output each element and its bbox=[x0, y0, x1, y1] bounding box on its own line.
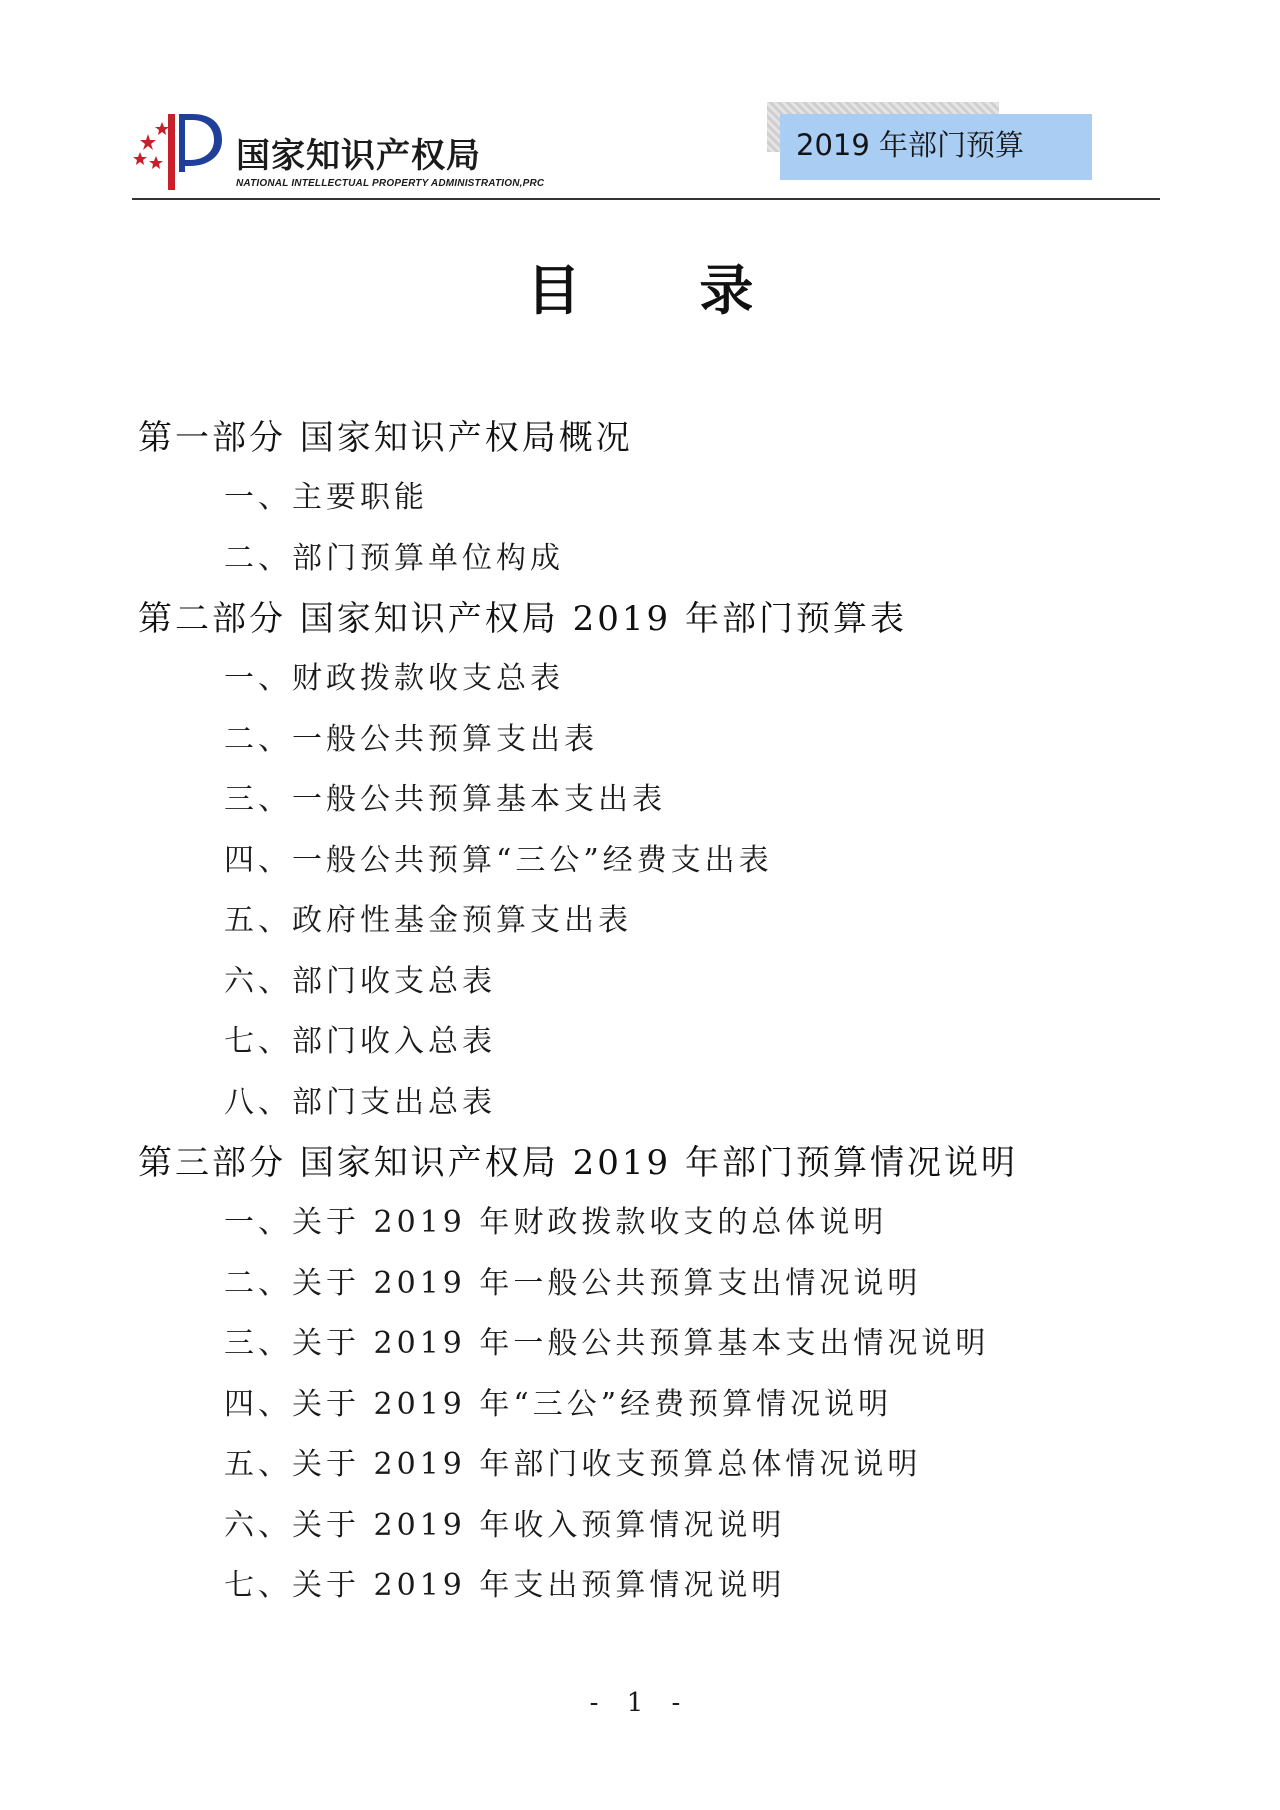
logo-star-2 bbox=[155, 122, 169, 135]
page-header bbox=[132, 96, 1160, 200]
table-of-contents bbox=[138, 408, 1158, 1617]
logo-star-4 bbox=[149, 156, 163, 169]
toc-item: 五、政府性基金预算支出表 bbox=[224, 903, 632, 938]
budget-year-badge: 2019 年部门预算 bbox=[780, 114, 1092, 180]
toc-item: 五、关于 2019 年部门收支预算总体情况说明 bbox=[224, 1447, 922, 1482]
logo-p-curve bbox=[179, 114, 222, 166]
logo-pillar bbox=[168, 114, 175, 190]
toc-item: 七、关于 2019 年支出预算情况说明 bbox=[224, 1568, 786, 1603]
cnipa-logo bbox=[132, 106, 572, 196]
toc-part-2: 第二部分 国家知识产权局 2019 年部门预算表 bbox=[138, 599, 907, 639]
toc-item: 二、一般公共预算支出表 bbox=[224, 721, 598, 757]
cnipa-emblem-icon bbox=[132, 106, 224, 192]
logo-p-stem bbox=[179, 114, 185, 172]
toc-item: 六、部门收支总表 bbox=[224, 963, 496, 999]
page-title: 目 录 bbox=[526, 259, 804, 322]
toc-part-3: 第三部分 国家知识产权局 2019 年部门预算情况说明 bbox=[138, 1143, 1018, 1183]
toc-item: 二、部门预算单位构成 bbox=[224, 540, 564, 576]
logo-star-3 bbox=[133, 152, 147, 165]
toc-item: 六、关于 2019 年收入预算情况说明 bbox=[224, 1507, 786, 1543]
header-divider bbox=[132, 198, 1160, 200]
toc-item: 三、关于 2019 年一般公共预算基本支出情况说明 bbox=[224, 1326, 990, 1361]
toc-part-1: 第一部分 国家知识产权局概况 bbox=[138, 418, 633, 458]
toc-item: 四、关于 2019 年“三公”经费预算情况说明 bbox=[224, 1386, 893, 1422]
logo-english-name: NATIONAL INTELLECTUAL PROPERTY ADMINISTRATION,PRC bbox=[236, 178, 545, 189]
toc-item: 一、主要职能 bbox=[224, 480, 428, 515]
toc-item: 七、部门收入总表 bbox=[224, 1024, 496, 1059]
logo-star-1 bbox=[140, 134, 156, 150]
logo-chinese-name: 国家知识产权局 bbox=[236, 136, 481, 176]
toc-item: 三、一般公共预算基本支出表 bbox=[224, 782, 666, 817]
toc-item: 二、关于 2019 年一般公共预算支出情况说明 bbox=[224, 1265, 922, 1301]
toc-item: 四、一般公共预算“三公”经费支出表 bbox=[224, 842, 773, 878]
page-number: - 1 - bbox=[589, 1688, 691, 1718]
toc-item: 八、部门支出总表 bbox=[224, 1084, 496, 1120]
toc-item: 一、关于 2019 年财政拨款收支的总体说明 bbox=[224, 1205, 888, 1240]
toc-item: 一、财政拨款收支总表 bbox=[224, 661, 564, 696]
